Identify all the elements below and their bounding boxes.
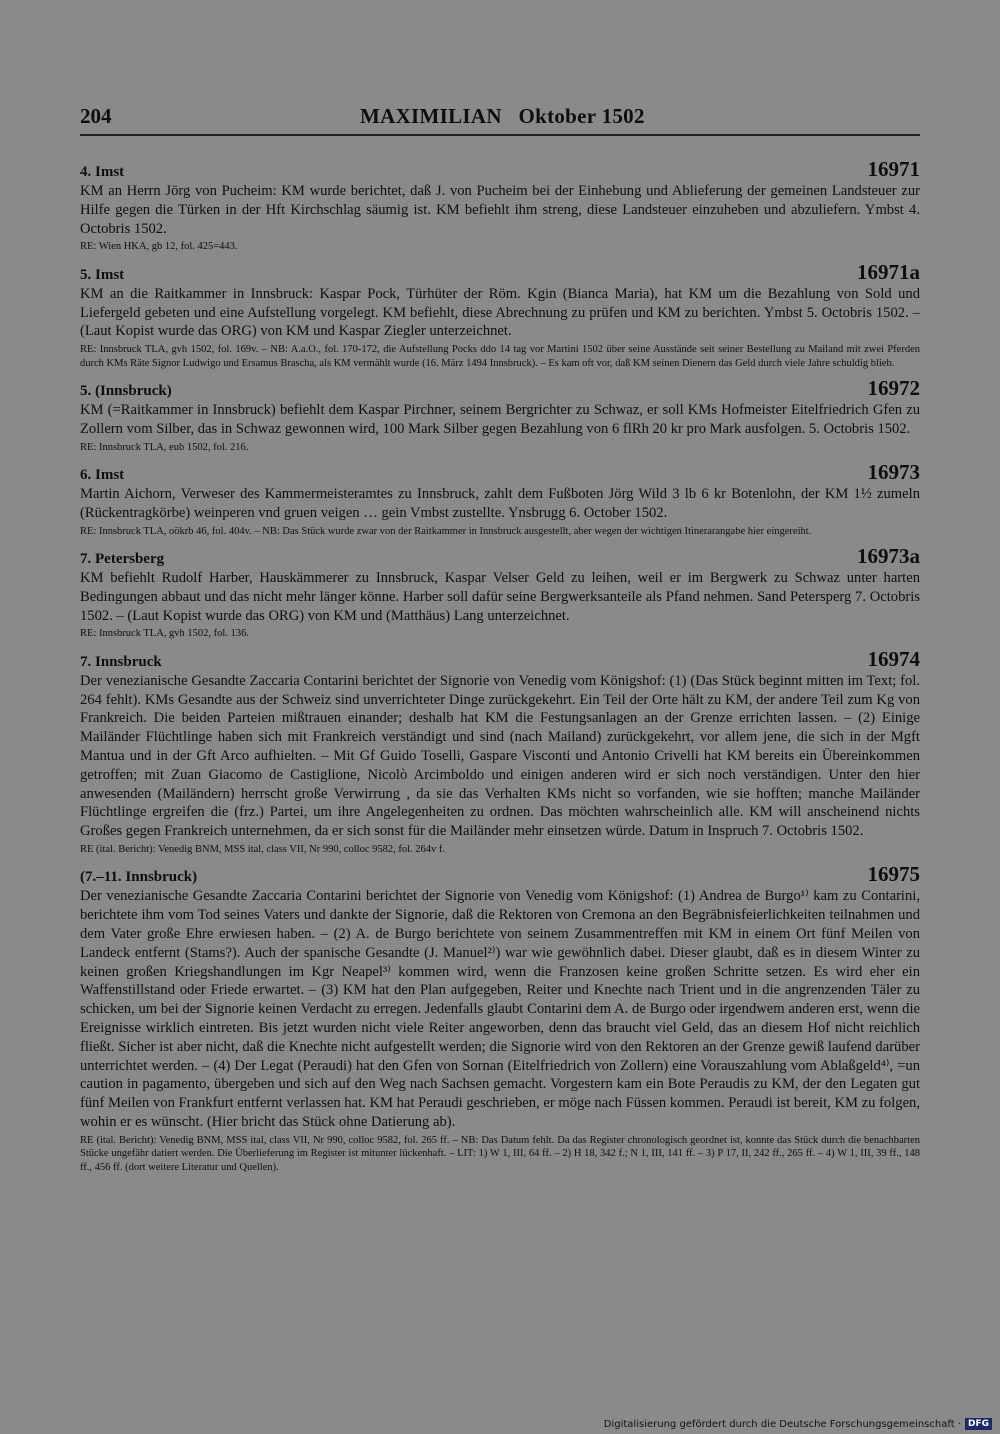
entry-text: KM befiehlt Rudolf Harber, Hauskämmerer zu Innsbruck, Kaspar Velser Geld zu leihen, weil er im Bergwerk zu Schwaz unter harten Bedingungen abbaut und das nicht mehr länger könne. Harber soll dafür seine Bergwerksanteile als Pfand nehmen. Sand Petersperg 7. Octobris 1502. – (Laut Kopist wurde das ORG) von KM und (Matthäus) Lang unterzeichnet. bbox=[80, 570, 920, 624]
entry-source-note: RE (ital. Bericht): Venedig BNM, MSS ital, class VII, Nr 990, colloc 9582, fol. 264v f. bbox=[80, 843, 446, 855]
entry-source-note: RE: Innsbruck TLA, gvh 1502, fol. 169v. – NB: A.a.O., fol. 170-172, die Aufstellung Pocks ddo 14 tag vor Martini 1502 über seine Ausstände seit seiner Bestellung zu Mailand mit zwei Pferden durch KMs Räte Signor Ludwigo und Ersamus Brascha, als KM vermählt wurde (16. März 1494 Innsbruck). – Es kam oft vor, daß KM seinen Dienern das Geld durch viele Jahre schuldig blieb. bbox=[80, 344, 920, 369]
entry-text: Martin Aichorn, Verweser des Kammermeisteramtes zu Innsbruck, zahlt dem Fußboten Jörg Wild 3 lb 6 kr Botenlohn, der KM 1½ zumeln (Rückentragkörbe) weinperen vnd gruen veigen … gein Vmbst zustellte. Ynsbrugg 6. October 1502. bbox=[80, 486, 920, 521]
entry-text: Der venezianische Gesandte Zaccaria Contarini berichtet der Signorie von Venedig vom Königshof: (1) (Das Stück beginnt mitten im Text; fol. 264 fehlt). KMs Gesandte aus der Schweiz sind unverrichteter Dinge zurückgekehrt. Ein Teil der Orte hält zu KM, der andere Teil zum Kg von Frankreich. Die beiden Parteien mißtrauen einander; deshalb hat KM die Festungsanlagen an der Grenze errichten lassen. – (2) Einige Mailänder Flüchtlinge haben sich mit Frankreich verständigt und sind (nach Mailand) zurückgekehrt, vor allem jene, die sich in der Mgft Mantua und in der Gft Arco aufhielten. – Mit Gf Guido Toselli, Gaspare Visconti und Antonio Crivelli hat KM bereits ein Übereinkommen getroffen; mit Zuan Giacomo de Castiglione, Nicolò Arcimboldo und einigen anderen wird er sich noch verständigen. Unter den hier anwesenden (Mailändern) herrscht große Verwirrung , da sie das Verhalten KMs nicht so vorfanden, wie sie hofften; manche Mailänder Flüchtlinge ergreifen die (frz.) Partei, um ihre Angelegenheiten zu ordnen. Das möchten wahrscheinlich alle. KM will anscheinend nichts Großes gegen Frankreich unternehmen, da er sich sonst für die Mailänder mehr einsetzen würde. Datum in Inspruch 7. Octobris 1502. bbox=[80, 672, 920, 840]
entry-header bbox=[80, 376, 920, 401]
entry-date-place: 5. Imst bbox=[80, 266, 125, 283]
entry-header bbox=[80, 646, 920, 672]
entry-header bbox=[80, 157, 920, 182]
entry-number: 16973 bbox=[867, 460, 920, 484]
funding-footer bbox=[604, 1418, 992, 1430]
entry-text: KM an die Raitkammer in Innsbruck: Kaspar Pock, Türhüter der Röm. Kgin (Bianca Maria), hat KM um die Bezahlung von Sold und Liefergeld gebeten und eine Aufstellung vorgelegt. KM befiehlt, diese Abrechnung zu prüfen und KM zu berichten. Ymbst 5. Octobris 1502. – (Laut Kopist wurde das ORG) von KM und Kaspar Ziegler unterzeichnet. bbox=[80, 285, 920, 340]
entry-date-place: 7. Innsbruck bbox=[80, 653, 162, 670]
entry-date-place: 4. Imst bbox=[80, 164, 125, 180]
page-title: MAXIMILIAN Oktober 1502 bbox=[360, 104, 645, 128]
funding-note: Digitalisierung gefördert durch die Deutsche Forschungsgemeinschaft · bbox=[603, 1418, 961, 1430]
entry-text: Der venezianische Gesandte Zaccaria Contarini berichtet der Signorie von Venedig vom Königshof: (1) Andrea de Burgo¹⁾ kam zu Contarini, berichtete ihm vom Tod seines Vaters und dankte der Signorie, daß die Rektoren von Cremona an den Begräbnisfeierlichkeiten teilnahmen und dem Vater große Ehre erwiesen haben. – (2) A. de Burgo berichtete von seinem Zusammentreffen mit KM in einem Ort fünf Meilen von Landeck entfernt (Stams?). Auch der spanische Gesandte (J. Manuel²⁾) war wie gewöhnlich dabei. Dieser glaubt, daß es in diesem Winter zu keinen großen Kriegshandlungen im Kgr Neapel³⁾ kommen wird, wenn die Franzosen keine großen Schritte setzen. Es wird eher ein Waffenstillstand oder Friede erwartet. – (3) KM hat den Plan aufgegeben, Reiter und Knechte nach Trient und in die angrenzenden Täler zu schicken, um bei der Signorie keinen Verdacht zu erregen. Jedenfalls glaubt Contarini dem A. de Burgo oder irgendwem anderen erst, wenn die Ereignisse wirklich eintreten. Bis jetzt wurden nicht viele Reiter angeworben, denn das braucht viel Geld, das an diesem Hof nicht reichlich fließt. Sicher ist aber nicht, daß die Knechte nicht aufgestellt werden; die Signorie wird von den Rektoren an der Grenze gewiß laufend darüber unterrichtet werden. – (4) Der Legat (Peraudi) hat den Gfen von Sornan (Eitelfriedrich von Zollern) eine Vorauszahlung vom Ablaßgeld⁴⁾, =un caution in pagamento, übergeben und sich auf den Weg nach Sachsen gemacht. Vorgestern kam ein Bote Peraudis zu KM, der den Legaten gut fünf Meilen von Frankfurt entfernt verlassen hat. KM hat Peraudi geschrieben, er möge nach Füssen kommen. Peraudi ist bereit, KM zu folgen, wohin er es wünscht. (Hier bricht das Stück ohne Datierung ab). bbox=[80, 888, 920, 1130]
regest-entry bbox=[80, 460, 920, 538]
document-page bbox=[80, 104, 920, 1183]
entry-source-note: RE: Wien HKA, gb 12, fol. 425=443. bbox=[80, 241, 238, 253]
entry-source-note: RE: Innsbruck TLA, eub 1502, fol. 216. bbox=[80, 441, 249, 453]
regest-entry bbox=[80, 259, 920, 370]
entry-number: 16971a bbox=[857, 259, 920, 284]
entry-text: KM an Herrn Jörg von Pucheim: KM wurde berichtet, daß J. von Pucheim bei der Einhebung und Ablieferung der gemeinen Landsteuer zur Hilfe gegen die Türken in der Hft Kirchschlag säumig ist. KM befiehlt ihm streng, diese Landsteuer einzuheben und abzuliefern. Ymbst 4. Octobris 1502. bbox=[80, 183, 920, 237]
dfg-logo: DFG bbox=[965, 1418, 992, 1430]
entry-number: 16973a bbox=[857, 544, 920, 568]
regesta-list bbox=[80, 157, 920, 1174]
entry-header bbox=[80, 862, 920, 887]
entry-source-note: RE: Innsbruck TLA, gvh 1502, fol. 136. bbox=[80, 628, 249, 640]
entry-number: 16975 bbox=[867, 862, 920, 887]
entry-text: KM (=Raitkammer in Innsbruck) befiehlt dem Kaspar Pirchner, seinem Bergrichter zu Schwaz, er soll KMs Hofmeister Eitelfriedrich Gfen zu Zollern vom Silber, das in Schwaz gewonnen wird, 100 Mark Silber gegen Bezahlung von 6 flRh 20 kr pro Mark ausfolgen. 5. Octobris 1502. bbox=[80, 402, 920, 437]
entry-number: 16974 bbox=[867, 646, 920, 671]
page-number: 204 bbox=[80, 104, 112, 128]
entry-date-place: 6. Imst bbox=[80, 467, 125, 483]
entry-source-note: RE (ital. Bericht): Venedig BNM, MSS ital, class VII, Nr 990, colloc 9582, fol. 265 ff. – NB: Das Datum fehlt. Da das Register chronologisch geordnet ist, konnte das Stück durch die benachbarten Stücke ungefähr datiert werden. Die Überlieferung im Register ist mitunter lückenhaft. – LIT: 1) W 1, III, 64 ff. – 2) H 18, 342 f.; N 1, III, 141 ff. – 3) P 17, II, 242 ff., 265 ff. – 4) W 1, III, 39 ff., 148 ff., 456 ff. (dort weitere Literatur und Quellen). bbox=[80, 1134, 920, 1173]
entry-date-place: 7. Petersberg bbox=[80, 551, 165, 567]
entry-header bbox=[80, 460, 920, 485]
regest-entry bbox=[80, 376, 920, 454]
entry-number: 16972 bbox=[867, 376, 920, 400]
entry-header bbox=[80, 259, 920, 285]
regest-entry bbox=[80, 646, 920, 857]
regest-entry bbox=[80, 544, 920, 641]
entry-date-place: (7.–11. Innsbruck) bbox=[80, 869, 198, 886]
running-header bbox=[80, 104, 920, 136]
entry-source-note: RE: Innsbruck TLA, oökrb 46, fol. 404v. – NB: Das Stück wurde zwar von der Raitkammer in Innsbruck ausgestellt, aber wegen der wichtigen Itinerarangabe hier eingereiht. bbox=[80, 525, 812, 537]
regest-entry bbox=[80, 862, 920, 1174]
entry-number: 16971 bbox=[867, 157, 920, 181]
entry-header bbox=[80, 544, 920, 569]
entry-date-place: 5. (Innsbruck) bbox=[80, 383, 172, 399]
regest-entry bbox=[80, 157, 920, 254]
